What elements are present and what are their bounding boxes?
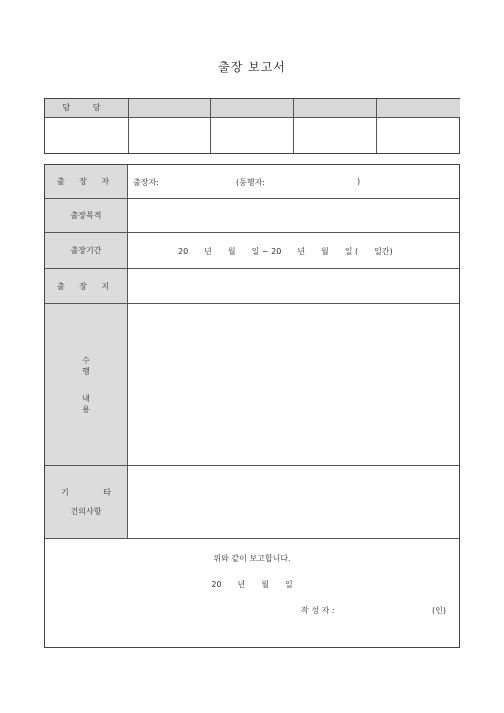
other-row — [45, 466, 459, 539]
approval-signature-box[interactable] — [211, 118, 293, 153]
content-label — [45, 304, 128, 465]
content-row — [45, 304, 459, 466]
approval-header-cell — [294, 99, 377, 117]
other-label — [45, 466, 128, 538]
author-label: 작 성 자 : — [301, 606, 335, 615]
traveler-field[interactable] — [128, 165, 459, 198]
page-title: 출장 보고서 — [218, 60, 286, 74]
report-date: 20 년 월 일 — [211, 580, 293, 589]
other-label-line2: 건의사항 — [70, 507, 102, 516]
purpose-row — [45, 199, 459, 233]
approval-table — [44, 98, 460, 154]
period-field[interactable] — [128, 233, 459, 268]
report-form — [44, 164, 460, 648]
approval-header-cell — [211, 99, 294, 117]
traveler-prefix: 출장자: — [133, 178, 159, 187]
purpose-label: 출장목적 — [45, 199, 128, 232]
approval-signature-box[interactable] — [129, 118, 210, 153]
period-text: 20 년 월 일 ~ 20 년 월 일 ( 일간) — [178, 247, 393, 256]
author-field[interactable] — [347, 601, 427, 617]
traveler-row — [45, 165, 459, 199]
approval-header-row — [45, 99, 459, 118]
approval-header-cell — [377, 99, 460, 117]
destination-field[interactable] — [128, 269, 459, 303]
purpose-field[interactable] — [128, 199, 459, 232]
destination-label: 출 장 지 — [45, 269, 128, 303]
seal-mark: (인) — [432, 606, 446, 615]
approval-header-cell — [128, 99, 211, 117]
report-statement: 위와 같이 보고합니다. — [213, 554, 291, 563]
content-field[interactable] — [128, 304, 459, 465]
content-label-line1: 수 행 — [82, 355, 108, 376]
other-label-line1: 기 타 — [61, 488, 127, 497]
other-field[interactable] — [128, 466, 459, 538]
approval-signature-box[interactable] — [45, 118, 128, 153]
period-row — [45, 233, 459, 269]
approval-header-label: 담 당 — [45, 99, 128, 117]
approval-signature-box[interactable] — [377, 118, 459, 153]
approval-signature-box[interactable] — [294, 118, 376, 153]
companion-prefix: (동행자: — [236, 178, 266, 187]
footer-section — [45, 539, 459, 647]
period-label: 출장기간 — [45, 233, 128, 268]
destination-row — [45, 269, 459, 304]
content-label-line2: 내 용 — [82, 393, 108, 414]
companion-close: ) — [357, 177, 361, 186]
traveler-label: 출 장 자 — [45, 165, 128, 198]
